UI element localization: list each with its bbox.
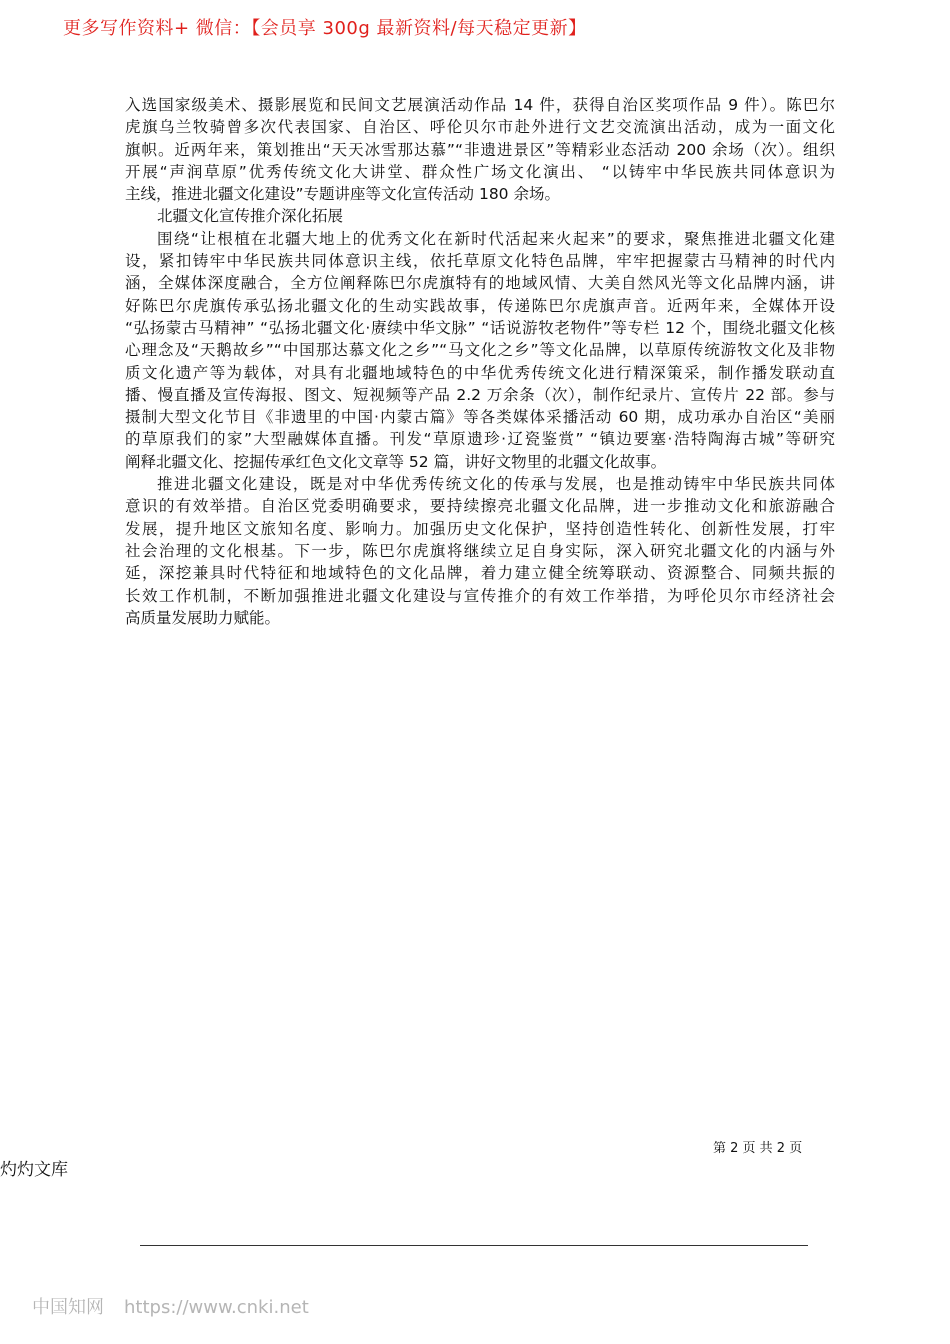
text-line: 延，深挖兼具时代特征和地域特色的文化品牌，着力建立健全统筹联动、资源整合、同频共振的 [125, 564, 835, 583]
text-line: 旗帜。近两年来，策划推出“天天冰雪那达慕”“非遗进景区”等精彩业态活动 200 余场（次）。组织 [125, 140, 835, 159]
paragraph [125, 205, 835, 227]
text-line: 播、慢直播及宣传海报、图文、短视频等产品 2.2 万余条（次），制作纪录片、宣传片 22 部。参与 [125, 385, 835, 404]
text-line: 主线，推进北疆文化建设”专题讲座等文化宣传活动 180 余场。 [125, 185, 560, 204]
text-line: “弘扬蒙古马精神” “弘扬北疆文化·赓续中华文脉” “话说游牧老物件”等专栏 12 个，围绕北疆文化核 [125, 318, 835, 337]
text-line: 设，紧扣铸牢中华民族共同体意识主线，依托草原文化特色品牌，牢牢把握蒙古马精神的时代内 [125, 252, 835, 271]
promo-banner: 更多写作资料+ 微信：【会员享 300g 最新资料/每天稳定更新】 [63, 18, 587, 39]
watermark-name: 中国知网 [32, 1297, 104, 1318]
document-body [125, 94, 835, 629]
text-line: 好陈巴尔虎旗传承弘扬北疆文化的生动实践故事，传递陈巴尔虎旗声音。近两年来，全媒体开设 [125, 296, 835, 315]
paragraph [125, 94, 835, 205]
text-line: 推进北疆文化建设，既是对中华优秀传统文化的传承与发展，也是推动铸牢中华民族共同体 [157, 475, 835, 494]
text-line: 涵，全媒体深度融合，全方位阐释陈巴尔虎旗特有的地域风情、大美自然风光等文化品牌内涵，讲 [125, 274, 835, 293]
text-line: 长效工作机制，不断加强推进北疆文化建设与宣传推介的有效工作举措，为呼伦贝尔市经济社会 [125, 586, 835, 605]
text-line: 阐释北疆文化、挖掘传承红色文化文章等 52 篇，讲好文物里的北疆文化故事。 [125, 452, 667, 471]
text-line: 摄制大型文化节目《非遗里的中国·内蒙古篇》等各类媒体采播活动 60 期，成功承办自治区“美丽 [125, 408, 835, 427]
text-line: 心理念及“天鹅故乡”“中国那达慕文化之乡”“马文化之乡”等文化品牌，以草原传统游牧文化及非物 [125, 341, 835, 360]
footer-divider [140, 1245, 808, 1246]
text-line: 发展，提升地区文旅知名度、影响力。加强历史文化保护，坚持创造性转化、创新性发展，打牢 [125, 519, 835, 538]
text-line: 质文化遗产等为载体，对具有北疆地域特色的中华优秀传统文化进行精深策采，制作播发联动直 [125, 363, 835, 382]
paragraph [125, 473, 835, 629]
text-line: 的草原我们的家”大型融媒体直播。刊发“草原遗珍·辽瓷鉴赏” “镇边要塞·浩特陶海古城”等研究 [125, 430, 835, 449]
text-line: 入选国家级美术、摄影展览和民间文艺展演活动作品 14 件，获得自治区奖项作品 9 件）。陈巴尔 [125, 96, 835, 114]
text-line: 社会治理的文化根基。下一步，陈巴尔虎旗将继续立足自身实际，深入研究北疆文化的内涵与外 [125, 541, 835, 560]
watermark-url: https://www.cnki.net [124, 1297, 309, 1318]
text-line: 虎旗乌兰牧骑曾多次代表国家、自治区、呼伦贝尔市赴外进行文艺交流演出活动，成为一面文化 [125, 118, 835, 137]
text-line: 围绕“让根植在北疆大地上的优秀文化在新时代活起来火起来”的要求，聚焦推进北疆文化建 [157, 229, 835, 248]
page-number: 第 2 页 共 2 页 [713, 1141, 803, 1156]
text-line: 高质量发展助力赋能。 [125, 608, 281, 627]
paragraph [125, 228, 835, 473]
text-line: 开展“声润草原”优秀传统文化大讲堂、群众性广场文化演出、 “以铸牢中华民族共同体意识为 [125, 162, 835, 181]
watermark [32, 1293, 329, 1319]
text-line: 北疆文化宣传推介深化拓展 [157, 207, 344, 226]
brand-label: 灼灼文库 [0, 1160, 68, 1180]
text-line: 意识的有效举措。自治区党委明确要求，要持续擦亮北疆文化品牌，进一步推动文化和旅游融合 [125, 497, 835, 516]
